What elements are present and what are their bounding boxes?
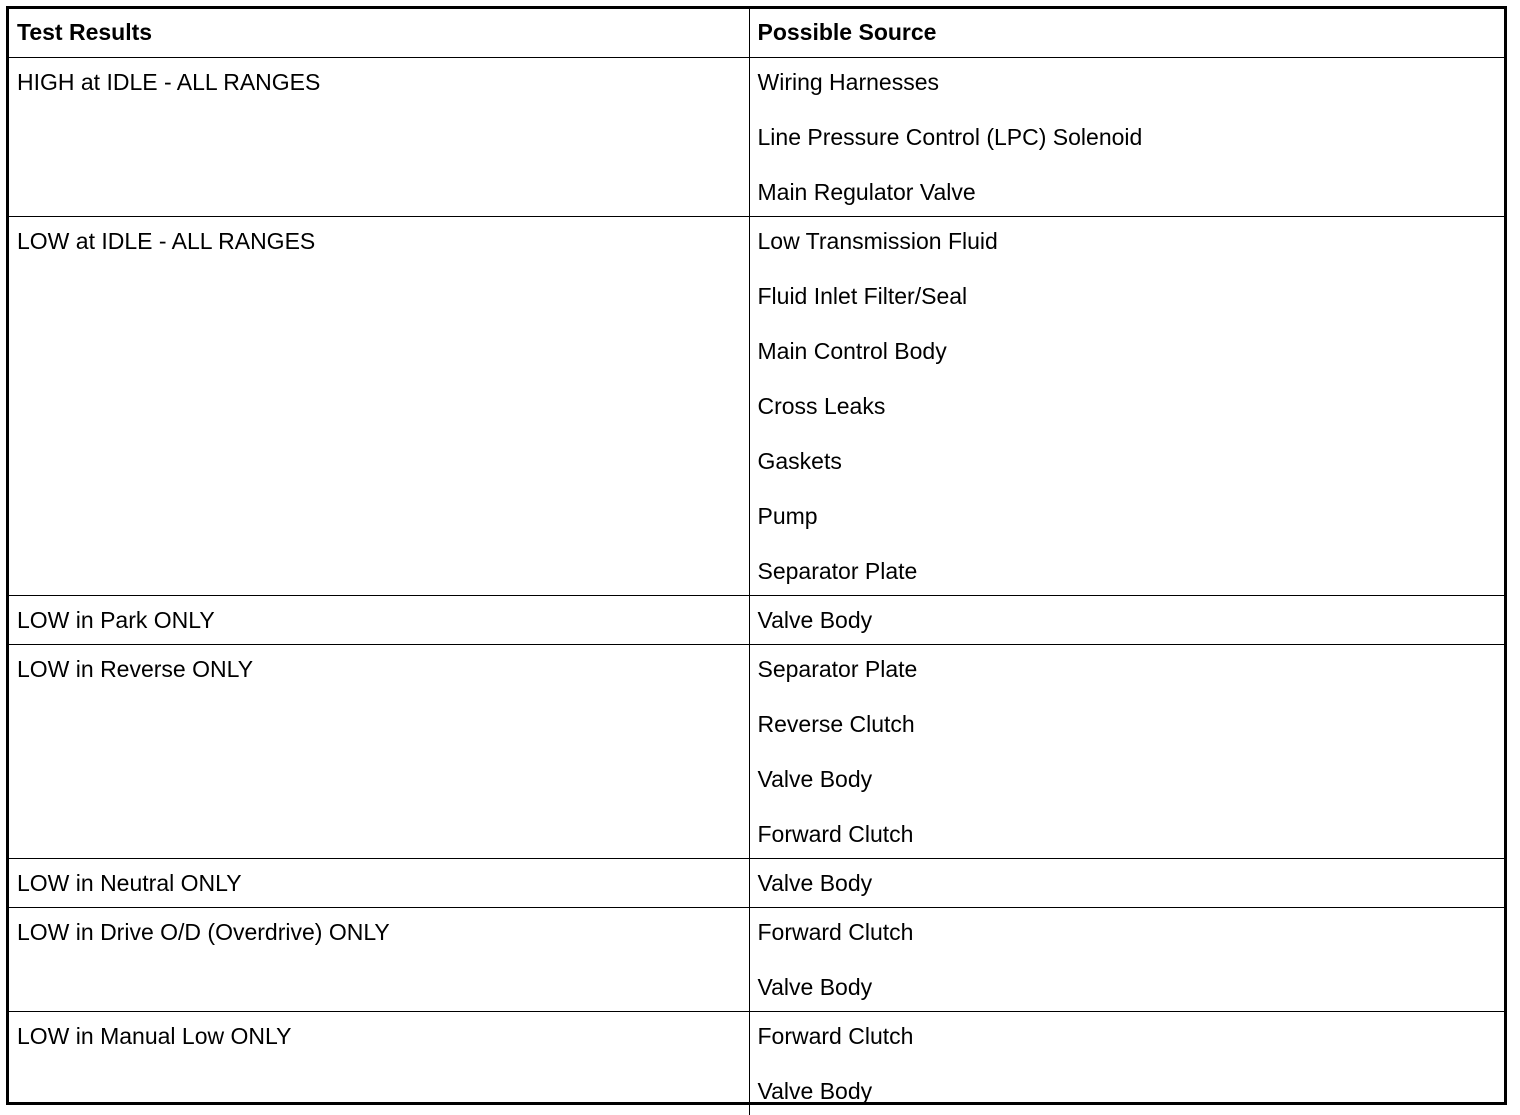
source-item: Separator Plate <box>757 655 918 682</box>
source-item: Fluid Inlet Filter/Seal <box>757 282 968 309</box>
header-row <box>9 9 1504 57</box>
header-possible-source: Possible Source <box>749 9 1504 57</box>
source-item: Main Control Body <box>757 337 947 364</box>
table-row <box>9 216 1504 595</box>
source-item: Valve Body <box>757 765 873 792</box>
source-item: Valve Body <box>757 606 873 633</box>
possible-source-cell <box>749 57 1504 216</box>
test-result-cell: LOW at IDLE - ALL RANGES <box>9 216 749 595</box>
source-item: Gaskets <box>757 447 842 474</box>
source-item: Forward Clutch <box>757 918 914 945</box>
source-item: Forward Clutch <box>757 820 914 847</box>
possible-source-cell <box>749 644 1504 858</box>
source-item: Main Regulator Valve <box>757 178 976 205</box>
header-test-results: Test Results <box>9 9 749 57</box>
possible-source-cell <box>749 1011 1504 1115</box>
test-result-cell: HIGH at IDLE - ALL RANGES <box>9 57 749 216</box>
table-row <box>9 858 1504 907</box>
source-item: Separator Plate <box>757 557 918 584</box>
table-row <box>9 644 1504 858</box>
source-item: Valve Body <box>757 973 873 1000</box>
table-row <box>9 57 1504 216</box>
source-item: Reverse Clutch <box>757 710 915 737</box>
table-row <box>9 907 1504 1011</box>
test-result-cell: LOW in Drive O/D (Overdrive) ONLY <box>9 907 749 1011</box>
source-item: Forward Clutch <box>757 1022 914 1049</box>
possible-source-cell <box>749 858 1504 907</box>
source-item: Wiring Harnesses <box>757 68 939 95</box>
possible-source-cell <box>749 216 1504 595</box>
source-item: Pump <box>757 502 818 529</box>
test-result-cell: LOW in Manual Low ONLY <box>9 1011 749 1115</box>
table-row <box>9 1011 1504 1115</box>
pressure-test-table <box>9 9 1504 1115</box>
source-item: Line Pressure Control (LPC) Solenoid <box>757 123 1143 150</box>
source-item: Valve Body <box>757 1077 873 1104</box>
diagnostic-table-frame <box>6 6 1507 1105</box>
possible-source-cell <box>749 907 1504 1011</box>
test-result-cell: LOW in Park ONLY <box>9 595 749 644</box>
test-result-cell: LOW in Neutral ONLY <box>9 858 749 907</box>
possible-source-cell <box>749 595 1504 644</box>
table-row <box>9 595 1504 644</box>
source-item: Valve Body <box>757 869 873 896</box>
source-item: Low Transmission Fluid <box>757 227 998 254</box>
test-result-cell: LOW in Reverse ONLY <box>9 644 749 858</box>
source-item: Cross Leaks <box>757 392 886 419</box>
